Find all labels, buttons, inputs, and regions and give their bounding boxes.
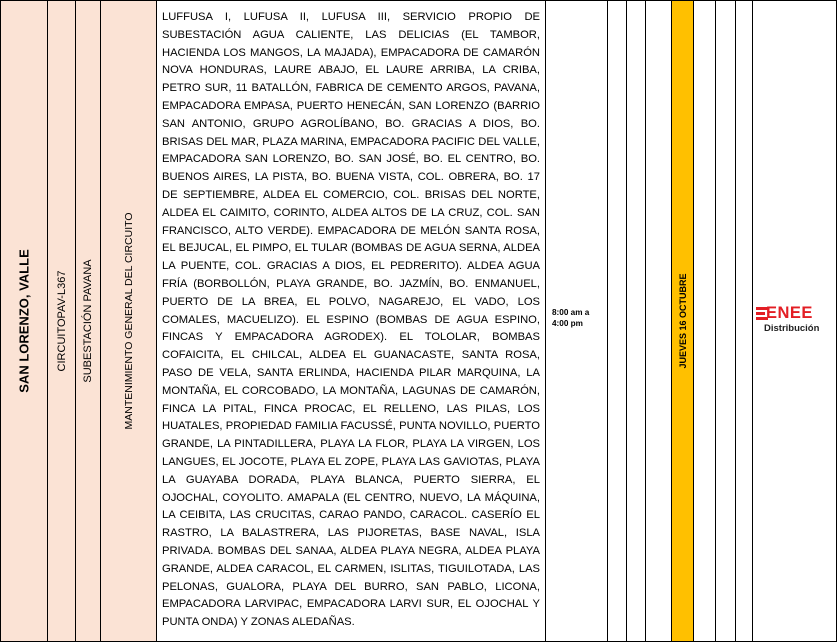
time-start: 8:00 am a: [552, 308, 590, 317]
circuit-label: CIRCUITOPAV-L367: [55, 270, 68, 372]
logo-wordmark: ENEE: [766, 304, 813, 322]
department-label: SAN LORENZO, VALLE: [16, 249, 32, 393]
logo-subtitle: Distribución: [764, 323, 820, 334]
empty-cell-2: [627, 1, 646, 641]
empty-cell-4: [694, 1, 716, 641]
circuit-cell: [48, 1, 76, 641]
department-cell: [1, 1, 48, 641]
date-label: JUEVES 16 OCTUBRE: [677, 273, 688, 369]
date-cell: [672, 1, 694, 641]
empty-cell-5: [716, 1, 736, 641]
affected-areas-text: LUFFUSA I, LUFUSA II, LUFUSA III, SERVICIO PROPIO DE SUBESTACIÓN AGUA CALIENTE, LAS DELICIAS (EL TAMBOR, HACIENDA LOS MANGOS, LA MAJADA), EMPACADORA DE CAMARÓN NOVA HONDURAS, LAURE ABAJO, EL LAURE ARRIBA, LA CRIBA, PETRO SUR, 11 BATALLÓN, FABRICA DE CEMENTO ARGOS, PAVANA, EMPACADORA EMPASA, PUERTO HENECÁN, SAN LORENZO (BARRIO SAN ANTONIO, GRUPO AGROLÍBANO, BO. GRACIAS A DIOS, BO. BRISAS DEL MAR, PLAZA MARINA, EMPACADORA PACIFIC DEL VALLE, EMPACADORA SAN LORENZO, BO. SAN JOSÉ, BO. EL CENTRO, BO. BUENOS AIRES, LA PISTA, BO. BUENA VISTA, COL. OBRERA, BO. 17 DE SEPTIEMBRE, ALDEA EL COMERCIO, COL. BRISAS DEL NORTE, ALDEA EL CAIMITO, CORINTO, ALDEA ALTOS DE LA CRUZ, COL. SAN FRANCISCO, ALTO VERDE). EMPACADORA DE MELÓN SANTA ROSA, EL BEJUCAL, EL PIMPO, EL TULAR (BOMBAS DE AGUA SERNA, ALDEA LA PUENTE, COL. GRACIAS A DIOS, EL PEDRERITO). ALDEA AGUA FRÍA (BORBOLLÓN, PLAYA GRANDE, BO. JAZMÍN, BO. ENMANUEL, PUERTO DE LA BREA, EL POLVO, NAGAREJO, EL VADO, LOS COMALES, MACUELIZO). EL ESPINO (BOMBAS DE AGUA ESPINO, FINCAS Y EMPACADORA AGRODEX). EL TOLOLAR, BOMBAS COFAICITA, EL CHILCAL, ALDEA EL GUANACASTE, SANTA ROSA, PASO DE VELA, SANTA ERLINDA, HACIENDA PILAR MARQUINA, LA MONTAÑA, EL CORCOBADO, LA MONTAÑA, LAGUNAS DE CAMARÓN, FINCA LA PITAL, FINCA PROCAC, EL RELLENO, LAS PILAS, LOS HUATALES, PROPIEDAD FAMILIA FACUSSÉ, PUNTA NOVILLO, PUERTO GRANDE, LA PINTADILLERA, PLAYA LA FLOR, PLAYA LA VIRGEN, LOS LANGUES, EL JOCOTE, PLAYA EL ZOPE, PLAYA LAS GAVIOTAS, PLAYA LA GUAYABA DORADA, PLAYA BLANCA, PUERTO SIERRA, EL OJOCHAL, COYOLITO. AMAPALA (EL CENTRO, NUEVO, LA MÁQUINA, LA CEIBITA, LAS CRUCITAS, CARAO PANDO, CARACOL. CASERÍO EL RASTRO, LA BALASTRERA, LAS PIJORETAS, BASE NAVAL, ISLA PRIVADA. BOMBAS DEL SANAA, ALDEA PLAYA NEGRA, ALDEA PLAYA GRANDE, ALDEA CARACOL, EL CARMEN, ISLITAS, TIGUILOTADA, LAS PELONAS, GUALORA, PLAYA DEL BURRO, SAN PABLO, LICONA, EMPACADORA LARVIPAC, EMPACADORA LARVI SUR, EL OJOCHAL Y PUNTA ONDA) Y ZONAS ALEDAÑAS.: [162, 11, 540, 629]
time-end: 4:00 pm: [552, 319, 583, 328]
logo-cell: [753, 1, 835, 641]
affected-areas-cell: [157, 1, 546, 641]
enee-logo: [756, 304, 835, 344]
substation-label: SUBESTACIÓN PAVANA: [82, 259, 94, 383]
empty-cell-6: [736, 1, 753, 641]
substation-cell: [76, 1, 101, 641]
time-cell: [546, 1, 608, 641]
work-type-cell: [101, 1, 157, 641]
work-type-label: MANTENIMIENTO GENERAL DEL CIRCUITO: [122, 212, 135, 430]
time-range: [552, 307, 589, 329]
empty-cell-1: [608, 1, 627, 641]
empty-cell-3: [646, 1, 672, 641]
